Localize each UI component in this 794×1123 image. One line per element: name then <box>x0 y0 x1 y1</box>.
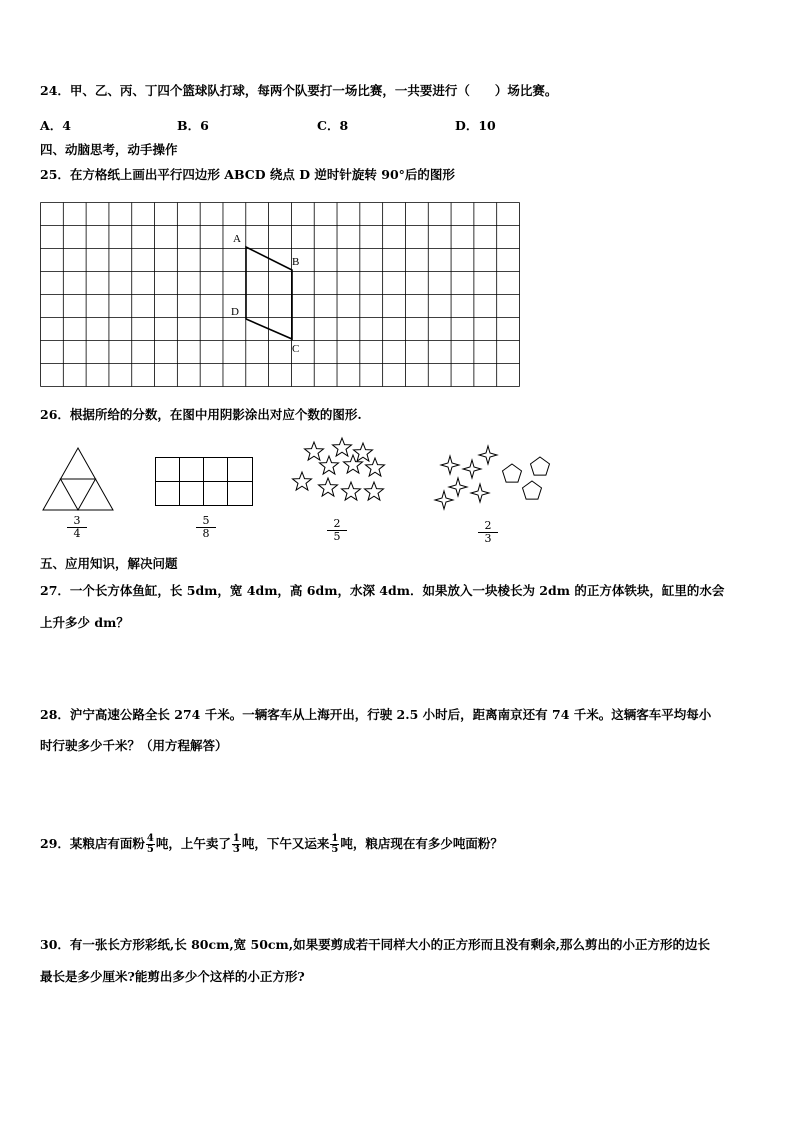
triangle-figure <box>42 447 114 511</box>
q29-fraction-1 <box>146 834 155 855</box>
star-shape <box>365 482 384 500</box>
q24-option-b: B．6 <box>177 118 209 133</box>
q28-line1: 28．沪宁高速公路全长 274 千米。一辆客车从上海开出，行驶 2.5 小时后，距离南京还有 74 千米。这辆客车平均每小 <box>40 707 712 722</box>
section-4-heading: 四、动脑思考，动手操作 <box>40 142 178 157</box>
q26-text: 26．根据所给的分数，在图中用阴影涂出对应个数的图形. <box>40 407 362 422</box>
star-shape <box>344 455 363 473</box>
fraction-5-8-denominator: 8 <box>202 527 210 540</box>
vertex-label-c: C <box>292 343 300 355</box>
pentagon-shape <box>523 481 542 499</box>
q30-line1: 30．有一张长方形彩纸,长 80cm,宽 50cm,如果要剪成若干同样大小的正方形而且没有剩余,那么剪出的小正方形的边长 <box>40 937 710 952</box>
fraction-5-8 <box>196 515 216 540</box>
pentagon-shape <box>503 464 522 482</box>
vertex-label-a: A <box>233 233 241 245</box>
q24-option-a: A．4 <box>40 118 71 133</box>
q24-option-c: C．8 <box>317 118 349 133</box>
q25-text: 25．在方格纸上画出平行四边形 ABCD 绕点 D 逆时针旋转 90°后的图形 <box>40 167 455 182</box>
fraction-3-4 <box>67 515 87 540</box>
four-point-star-shape <box>463 460 481 478</box>
q29-text <box>40 830 503 858</box>
four-point-star-shape <box>479 446 497 464</box>
q29-fraction-2-num: 1 <box>232 833 240 844</box>
four-point-star-shape <box>435 491 453 509</box>
section-5-heading: 五、应用知识，解决问题 <box>40 556 178 571</box>
q29-part1: 29．某粮店有面粉 <box>40 836 145 851</box>
vertex-label-d: D <box>231 306 239 318</box>
fraction-2-3 <box>478 520 498 545</box>
fraction-3-4-denominator: 4 <box>73 527 81 540</box>
q29-fraction-2-den: 3 <box>232 844 240 855</box>
star-shape <box>305 442 324 460</box>
q29-fraction-1-num: 4 <box>146 833 154 844</box>
rectangle-grid-figure <box>155 457 253 507</box>
four-point-star-shape <box>471 484 489 502</box>
q29-fraction-3-num: 1 <box>331 833 339 844</box>
star-shape <box>342 482 361 500</box>
fraction-3-4-numerator: 3 <box>67 515 87 528</box>
star-shape <box>293 472 312 490</box>
fraction-5-8-numerator: 5 <box>196 515 216 528</box>
fraction-2-5 <box>327 518 347 543</box>
star-shape <box>333 438 352 456</box>
q24-option-d: D．10 <box>455 118 496 133</box>
q30-line2: 最长是多少厘米?能剪出多少个这样的小正方形? <box>40 969 305 984</box>
fraction-2-3-numerator: 2 <box>478 520 498 533</box>
q29-fraction-1-den: 5 <box>146 844 154 855</box>
fraction-2-5-denominator: 5 <box>333 530 341 543</box>
fraction-2-3-denominator: 3 <box>484 532 492 545</box>
q29-fraction-3-den: 5 <box>331 844 339 855</box>
q27-line1: 27．一个长方体鱼缸，长 5dm，宽 4dm，高 6dm，水深 4dm．如果放入一块棱长为 2dm 的正方体铁块，缸里的水会 <box>40 583 725 598</box>
q29-fraction-2 <box>232 834 241 855</box>
q24-text: 24．甲、乙、丙、丁四个篮球队打球，每两个队要打一场比赛，一共要进行（ ）场比赛。 <box>40 83 558 98</box>
q25-grid <box>40 202 520 388</box>
q28-line2: 时行驶多少千米？（用方程解答） <box>40 738 228 753</box>
q27-line2: 上升多少 dm？ <box>40 615 129 630</box>
star-shape <box>320 456 339 474</box>
stars-figure <box>290 438 390 513</box>
four-point-star-shape <box>441 456 459 474</box>
sparkles-pentagons-figure <box>432 445 557 515</box>
pentagon-shape <box>531 457 550 475</box>
fraction-2-5-numerator: 2 <box>327 518 347 531</box>
vertex-label-b: B <box>292 256 300 268</box>
q29-fraction-3 <box>330 834 339 855</box>
q29-part4: 吨，粮店现在有多少吨面粉？ <box>340 836 503 851</box>
star-shape <box>319 478 338 496</box>
star-shape <box>354 443 373 461</box>
four-point-star-shape <box>449 478 467 496</box>
q29-part2: 吨，上午卖了 <box>155 836 231 851</box>
q29-part3: 吨，下午又运来 <box>241 836 330 851</box>
parallelogram-abcd <box>246 247 292 339</box>
